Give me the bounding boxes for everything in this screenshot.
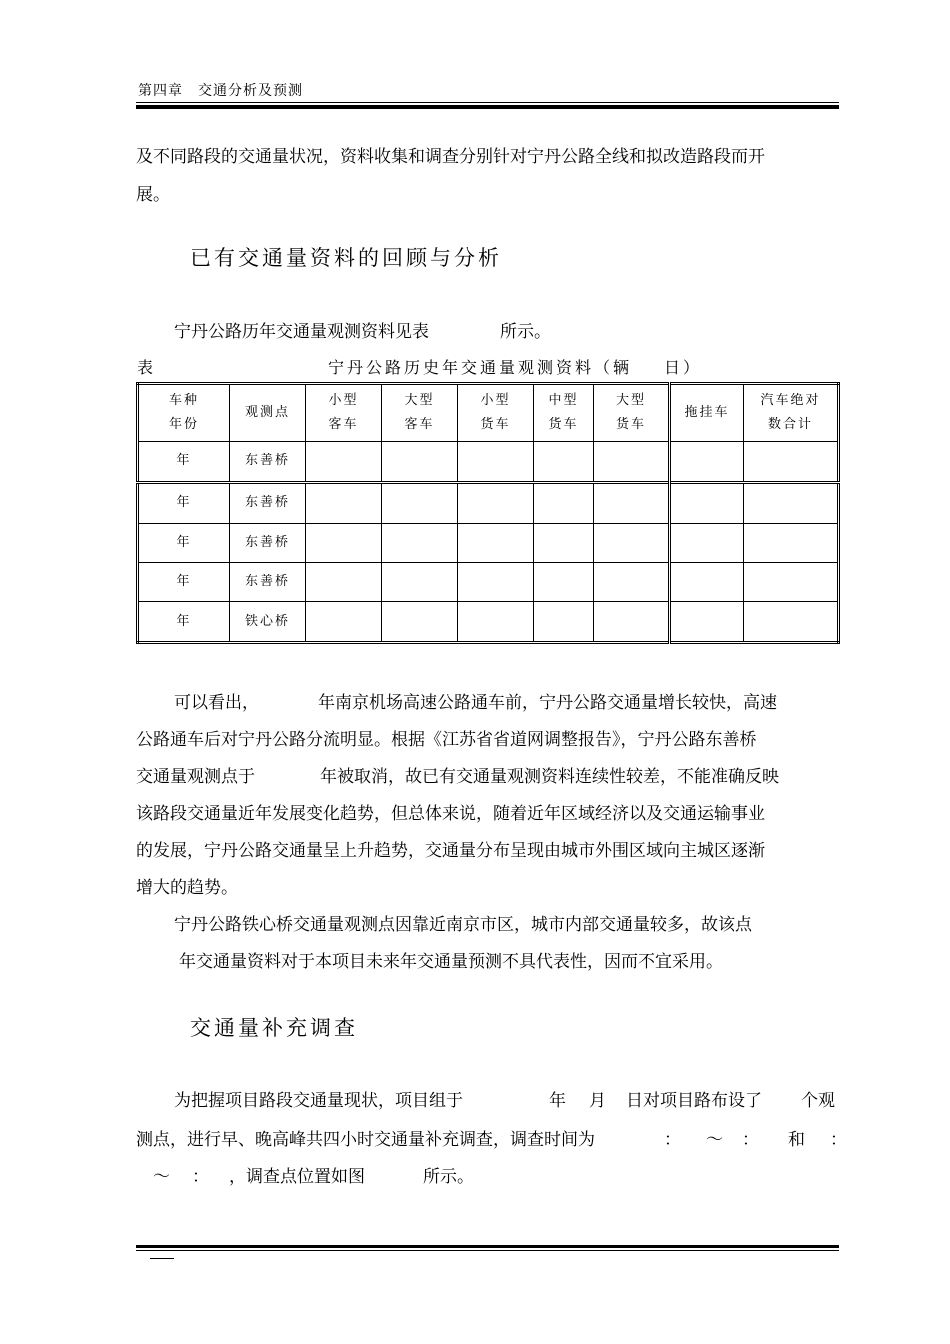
survey-colon-1: ： (664, 1130, 681, 1150)
table-ref-text-a: 宁丹公路历年交通量观测资料见表 (174, 322, 429, 342)
section-heading-review: 已有交通量资料的回顾与分析 (190, 246, 502, 270)
survey-line-1-end: 个观 (801, 1091, 835, 1111)
survey-day: 日对项目路布设了 (626, 1091, 762, 1111)
analysis-line-6: 增大的趋势。 (136, 878, 238, 898)
traffic-history-table (136, 382, 840, 644)
header-point-cell: 观测点 (230, 384, 306, 442)
header-rule-thick (136, 105, 839, 109)
header-col-trailer: 拖挂车 (670, 384, 744, 442)
table-ref-text-b: 所示。 (500, 322, 551, 342)
section-heading-survey: 交通量补充调查 (190, 1016, 358, 1040)
row-year-cell: 年 (138, 602, 230, 643)
chapter-header: 第四章 交通分析及预测 (138, 83, 303, 99)
header-col-small-bus: 小型 客车 (306, 384, 382, 442)
header-corner-top: 车种 (168, 393, 199, 408)
analysis-line-2: 公路通车后对宁丹公路分流明显。根据《江苏省省道网调整报告》，宁丹公路东善桥 (136, 730, 757, 750)
analysis-line-4: 该路段交通量近年发展变化趋势，但总体来说，随着近年区域经济以及交通运输事业 (136, 804, 765, 824)
table-row (138, 602, 839, 643)
row-year-cell: 年 (138, 562, 230, 601)
header-corner-bottom: 年份 (168, 417, 199, 432)
row-point-cell: 铁心桥 (230, 602, 306, 643)
row-year-cell: 年 (138, 482, 230, 523)
analysis-line-1b: 年南京机场高速公路通车前，宁丹公路交通量增长较快，高速 (318, 693, 777, 713)
header-corner-cell (138, 384, 230, 442)
row-year-cell: 年 (138, 523, 230, 562)
survey-month: 月 (589, 1091, 606, 1111)
table-caption-unit: 日） (664, 358, 703, 377)
header-col-medium-truck: 中型 货车 (534, 384, 594, 442)
table-row (138, 523, 839, 562)
table-caption-label: 表 (137, 358, 157, 377)
survey-line-2a: 测点，进行早、晚高峰共四小时交通量补充调查，调查时间为 (136, 1130, 595, 1150)
analysis-line-3a: 交通量观测点于 (136, 767, 255, 787)
analysis-line-1a: 可以看出， (174, 693, 259, 713)
survey-colon-3: ： (830, 1130, 847, 1150)
row-point-cell: 东善桥 (230, 442, 306, 483)
survey-tilde-2: ～ (153, 1167, 170, 1187)
row-point-cell: 东善桥 (230, 562, 306, 601)
survey-colon-2: ： (742, 1130, 759, 1150)
footer-rule-thick (136, 1245, 839, 1248)
page-number-mark (150, 1258, 174, 1259)
intro-line-2: 展。 (136, 185, 170, 205)
header-col-large-truck: 大型 货车 (594, 384, 670, 442)
table-caption-title: 宁丹公路历史年交通量观测资料（辆 (328, 358, 633, 377)
analysis-line-5: 的发展，宁丹公路交通量呈上升趋势，交通量分布呈现由城市外围区域向主城区逐渐 (136, 841, 765, 861)
analysis-line-7: 宁丹公路铁心桥交通量观测点因靠近南京市区，城市内部交通量较多，故该点 (174, 915, 752, 935)
table-header-row (138, 384, 839, 442)
footer-rule-thin (136, 1250, 839, 1251)
survey-line-1a: 为把握项目路段交通量现状，项目组于 (174, 1091, 463, 1111)
intro-line-1: 及不同路段的交通量状况，资料收集和调查分别针对宁丹公路全线和拟改造路段而开 (136, 147, 765, 167)
header-col-large-bus: 大型 客车 (382, 384, 458, 442)
row-year-cell: 年 (138, 442, 230, 483)
header-col-small-truck: 小型 货车 (458, 384, 534, 442)
survey-tilde-1: ～ (706, 1130, 723, 1150)
survey-line-3c: 所示。 (423, 1167, 474, 1187)
table-row (138, 482, 839, 523)
row-point-cell: 东善桥 (230, 523, 306, 562)
survey-colon-4: ： (192, 1167, 209, 1187)
row-point-cell: 东善桥 (230, 482, 306, 523)
header-col-total: 汽车绝对 数合计 (744, 384, 839, 442)
survey-and: 和 (788, 1130, 805, 1150)
survey-line-3b: ，调查点位置如图 (229, 1167, 365, 1187)
table-row (138, 442, 839, 483)
table-row (138, 562, 839, 601)
analysis-line-8: 年交通量资料对于本项目未来年交通量预测不具代表性，因而不宜采用。 (179, 952, 723, 972)
analysis-line-3b: 年被取消，故已有交通量观测资料连续性较差，不能准确反映 (320, 767, 779, 787)
header-rule-thin (136, 102, 839, 103)
survey-year: 年 (549, 1091, 566, 1111)
